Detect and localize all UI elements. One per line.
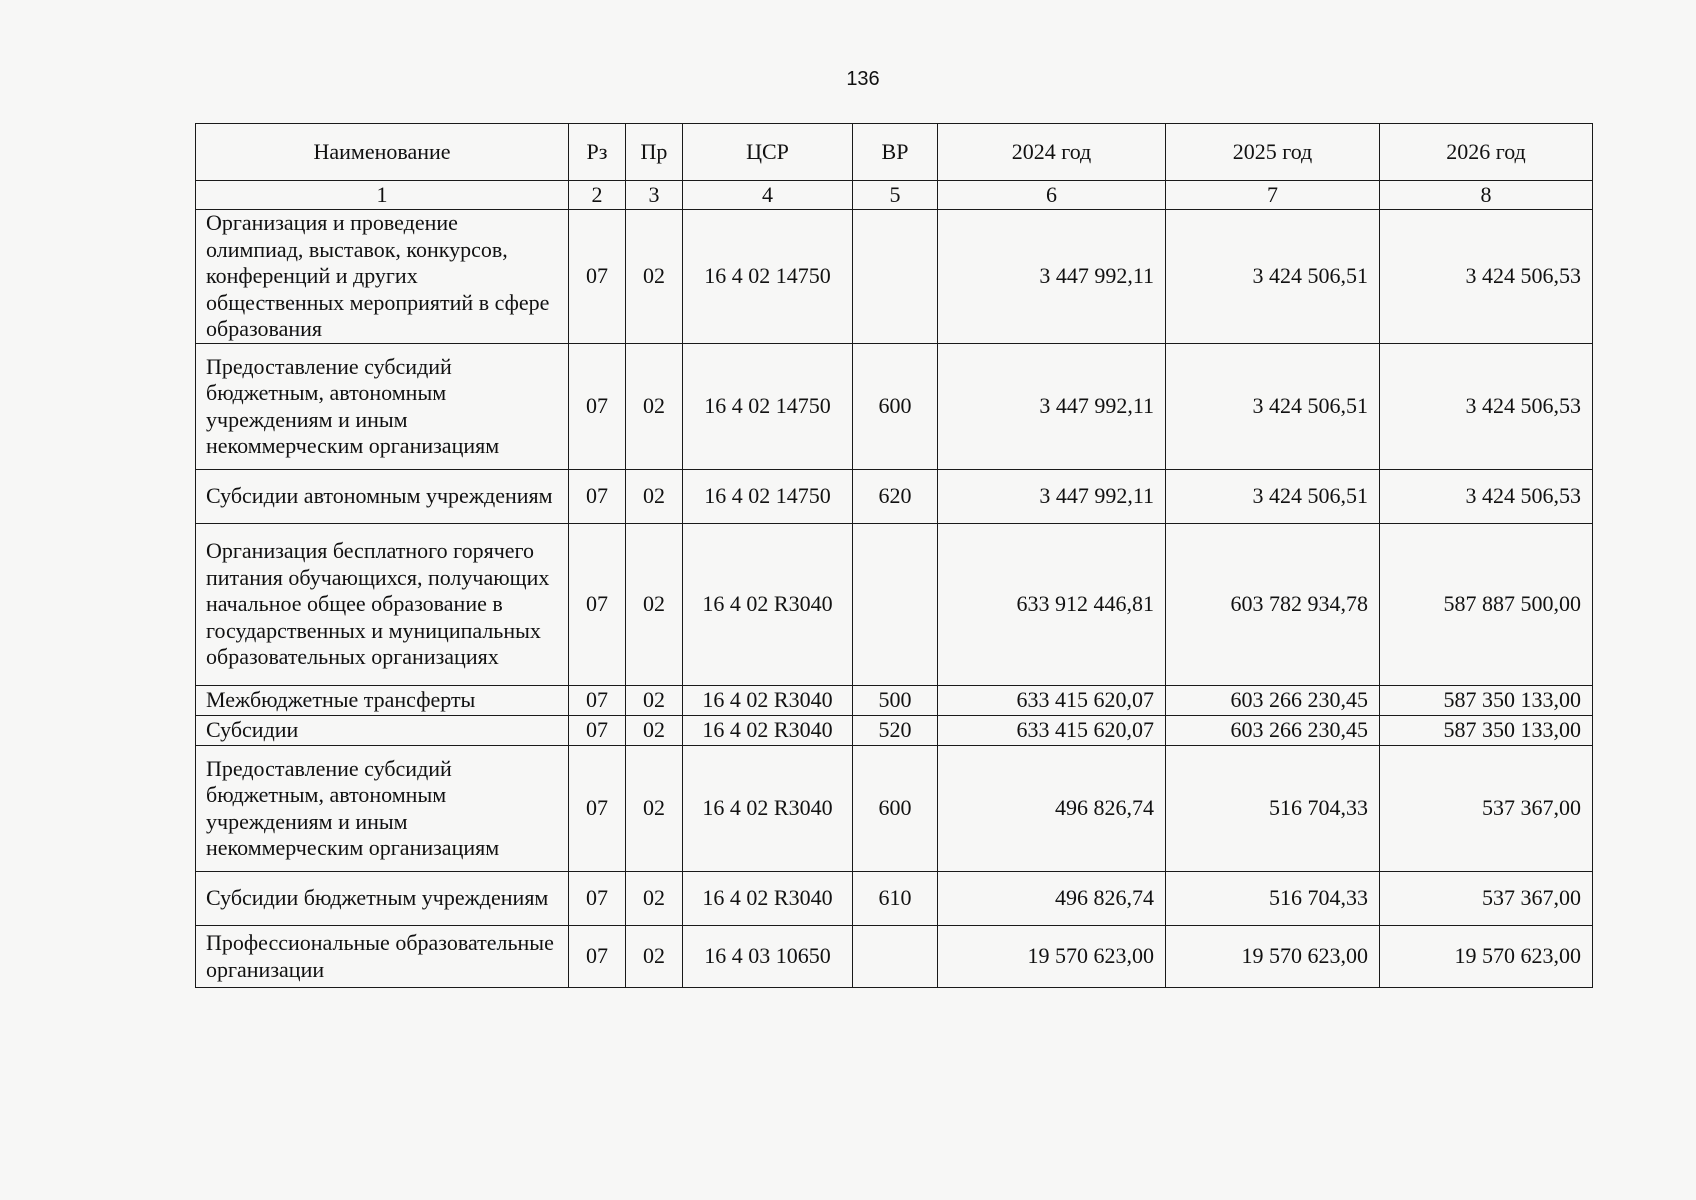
row-csr: 16 4 03 10650	[683, 926, 853, 988]
row-rz: 07	[569, 872, 626, 926]
row-name: Организация и проведение олимпиад, выставок, конкурсов, конференций и других общественных мероприятий в сфере образования	[196, 210, 569, 344]
row-2024: 633 415 620,07	[938, 686, 1166, 716]
row-pr: 02	[626, 872, 683, 926]
row-csr: 16 4 02 R3040	[683, 716, 853, 746]
column-number: 1	[196, 181, 569, 210]
row-pr: 02	[626, 344, 683, 470]
row-2025: 3 424 506,51	[1166, 344, 1380, 470]
row-vr: 620	[853, 470, 938, 524]
row-vr: 500	[853, 686, 938, 716]
header-name: Наименование	[196, 124, 569, 181]
budget-table	[195, 123, 1593, 988]
row-2025: 603 782 934,78	[1166, 524, 1380, 686]
row-rz: 07	[569, 210, 626, 344]
row-2026: 3 424 506,53	[1380, 210, 1593, 344]
row-2026: 587 887 500,00	[1380, 524, 1593, 686]
row-2025: 19 570 623,00	[1166, 926, 1380, 988]
column-number: 7	[1166, 181, 1380, 210]
row-2026: 537 367,00	[1380, 746, 1593, 872]
row-vr	[853, 926, 938, 988]
header-pr: Пр	[626, 124, 683, 181]
header-row	[196, 124, 1593, 181]
row-2026: 3 424 506,53	[1380, 470, 1593, 524]
row-rz: 07	[569, 470, 626, 524]
table-row	[196, 686, 1593, 716]
row-name: Субсидии	[196, 716, 569, 746]
row-csr: 16 4 02 14750	[683, 210, 853, 344]
row-name: Предоставление субсидий бюджетным, автономным учреждениям и иным некоммерческим организациям	[196, 746, 569, 872]
row-2025: 603 266 230,45	[1166, 686, 1380, 716]
column-number-row	[196, 181, 1593, 210]
row-csr: 16 4 02 14750	[683, 344, 853, 470]
row-2026: 537 367,00	[1380, 872, 1593, 926]
column-number: 2	[569, 181, 626, 210]
row-rz: 07	[569, 746, 626, 872]
table-row	[196, 524, 1593, 686]
row-2025: 603 266 230,45	[1166, 716, 1380, 746]
row-vr: 520	[853, 716, 938, 746]
row-2024: 3 447 992,11	[938, 344, 1166, 470]
row-name: Субсидии бюджетным учреждениям	[196, 872, 569, 926]
row-name: Межбюджетные трансферты	[196, 686, 569, 716]
row-rz: 07	[569, 686, 626, 716]
row-csr: 16 4 02 R3040	[683, 746, 853, 872]
column-number: 3	[626, 181, 683, 210]
row-vr: 600	[853, 746, 938, 872]
table-row	[196, 872, 1593, 926]
row-2025: 516 704,33	[1166, 872, 1380, 926]
header-csr: ЦСР	[683, 124, 853, 181]
row-2024: 633 415 620,07	[938, 716, 1166, 746]
row-pr: 02	[626, 470, 683, 524]
row-pr: 02	[626, 926, 683, 988]
column-number: 8	[1380, 181, 1593, 210]
row-2024: 19 570 623,00	[938, 926, 1166, 988]
row-csr: 16 4 02 R3040	[683, 686, 853, 716]
row-vr	[853, 210, 938, 344]
table-row	[196, 746, 1593, 872]
row-vr: 610	[853, 872, 938, 926]
row-pr: 02	[626, 716, 683, 746]
row-name: Предоставление субсидий бюджетным, автономным учреждениям и иным некоммерческим организациям	[196, 344, 569, 470]
row-vr	[853, 524, 938, 686]
row-csr: 16 4 02 14750	[683, 470, 853, 524]
row-rz: 07	[569, 524, 626, 686]
table-row	[196, 470, 1593, 524]
row-vr: 600	[853, 344, 938, 470]
row-name: Субсидии автономным учреждениям	[196, 470, 569, 524]
row-pr: 02	[626, 746, 683, 872]
row-csr: 16 4 02 R3040	[683, 524, 853, 686]
row-2024: 496 826,74	[938, 872, 1166, 926]
row-rz: 07	[569, 716, 626, 746]
header-vr: ВР	[853, 124, 938, 181]
row-csr: 16 4 02 R3040	[683, 872, 853, 926]
header-2025: 2025 год	[1166, 124, 1380, 181]
row-2025: 516 704,33	[1166, 746, 1380, 872]
row-name: Организация бесплатного горячего питания обучающихся, получающих начальное общее образование в государственных и муниципальных образовательных организациях	[196, 524, 569, 686]
row-2024: 633 912 446,81	[938, 524, 1166, 686]
header-2026: 2026 год	[1380, 124, 1593, 181]
row-pr: 02	[626, 686, 683, 716]
table-row	[196, 716, 1593, 746]
row-2025: 3 424 506,51	[1166, 210, 1380, 344]
row-2026: 3 424 506,53	[1380, 344, 1593, 470]
header-2024: 2024 год	[938, 124, 1166, 181]
table-row	[196, 926, 1593, 988]
row-2024: 3 447 992,11	[938, 210, 1166, 344]
header-rz: Рз	[569, 124, 626, 181]
column-number: 6	[938, 181, 1166, 210]
row-2026: 587 350 133,00	[1380, 686, 1593, 716]
table-row	[196, 210, 1593, 344]
row-pr: 02	[626, 524, 683, 686]
row-2026: 587 350 133,00	[1380, 716, 1593, 746]
row-2026: 19 570 623,00	[1380, 926, 1593, 988]
column-number: 4	[683, 181, 853, 210]
row-pr: 02	[626, 210, 683, 344]
row-2024: 3 447 992,11	[938, 470, 1166, 524]
row-name: Профессиональные образовательные организации	[196, 926, 569, 988]
page-number: 136	[846, 68, 880, 90]
row-rz: 07	[569, 344, 626, 470]
table-row	[196, 344, 1593, 470]
row-rz: 07	[569, 926, 626, 988]
row-2024: 496 826,74	[938, 746, 1166, 872]
row-2025: 3 424 506,51	[1166, 470, 1380, 524]
column-number: 5	[853, 181, 938, 210]
